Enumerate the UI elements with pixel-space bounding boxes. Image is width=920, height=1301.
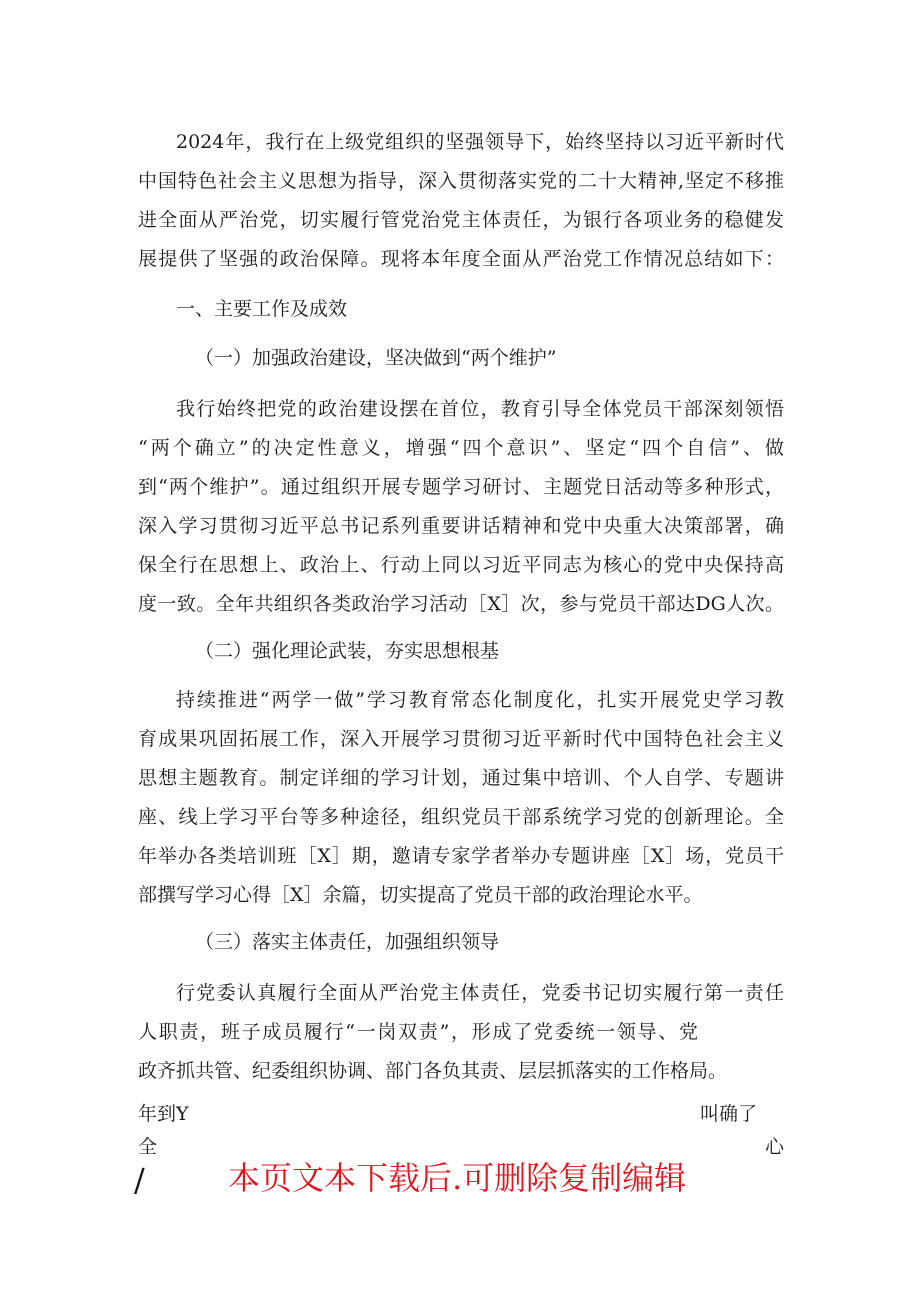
fragment-right-bottom: 心 (765, 1136, 785, 1158)
fragment-left-bottom: 全 (138, 1136, 158, 1158)
subsection-heading-1: （一）加强政治建设，坚决做到“两个维护” (195, 347, 557, 369)
subsection-heading-3: （三）落实主体责任，加强组织领导 (195, 931, 500, 953)
sub2-line-3: 思想主题教育。制定详细的学习计划，通过集中培训、个人自学、专题讲 (138, 767, 784, 789)
sub1-line-4: 深入学习贯彻习近平总书记系列重要讲话精神和党中央重大决策部署，确 (138, 515, 784, 537)
sub1-line-2: “两个确立”的决定性意义，增强“四个意识”、坚定“四个自信”、做 (138, 437, 784, 459)
sub2-line-1: 持续推进“两学一做”学习教育常态化制度化，扎实开展党史学习教 (176, 689, 784, 711)
intro-line-1: 2024年，我行在上级党组织的坚强领导下，始终坚持以习近平新时代 (176, 131, 784, 153)
sub2-line-4: 座、线上学习平台等多种途径，组织党员干部系统学习党的创新理论。全 (138, 806, 784, 828)
sub3-line-3: 政齐抓共管、纪委组织协调、部门各负其责、层层抓落实的工作格局。 (138, 1060, 728, 1082)
slash-mark: / (134, 1161, 145, 1199)
sub1-line-1: 我行始终把党的政治建设摆在首位，教育引导全体党员干部深刻领悟 (176, 398, 784, 420)
sub1-line-5: 保全行在思想上、政治上、行动上同以习近平同志为核心的党中央保持高 (138, 554, 784, 576)
sub2-line-2: 育成果巩固拓展工作，深入开展学习贯彻习近平新时代中国特色社会主义 (138, 728, 784, 750)
sub1-line-3: 到“两个维护”。通过组织开展专题学习研讨、主题党日活动等多种形式， (138, 476, 784, 498)
fragment-right-top: 叫确了 (700, 1103, 758, 1125)
intro-line-4: 展提供了坚强的政治保障。现将本年度全面从严治党工作情况总结如下： (138, 248, 784, 270)
section-heading-1: 一、主要工作及成效 (176, 298, 348, 320)
intro-line-2: 中国特色社会主义思想为指导，深入贯彻落实党的二十大精神,坚定不移推 (138, 170, 784, 192)
fragment-left-top: 年到Y (138, 1103, 189, 1125)
sub2-line-5: 年举办各类培训班［X］期，邀请专家学者举办专题讲座［X］场，党员干 (138, 845, 784, 867)
sub3-line-2: 人职责，班子成员履行“一岗双责”，形成了党委统一领导、党 (138, 1021, 698, 1043)
subsection-heading-2: （二）强化理论武装，夯实思想根基 (195, 640, 500, 662)
download-notice: 本页文本下载后.可删除复制编辑 (228, 1159, 687, 1197)
sub3-line-1: 行党委认真履行全面从严治党主体责任，党委书记切实履行第一责任 (176, 982, 784, 1004)
intro-line-3: 进全面从严治党，切实履行管党治党主体责任，为银行各项业务的稳健发 (138, 209, 784, 231)
sub2-line-6: 部撰写学习心得［X］余篇，切实提高了党员干部的政治理论水平。 (138, 884, 703, 906)
sub1-line-6: 度一致。全年共组织各类政治学习活动［X］次，参与党员干部达DG人次。 (138, 593, 784, 615)
